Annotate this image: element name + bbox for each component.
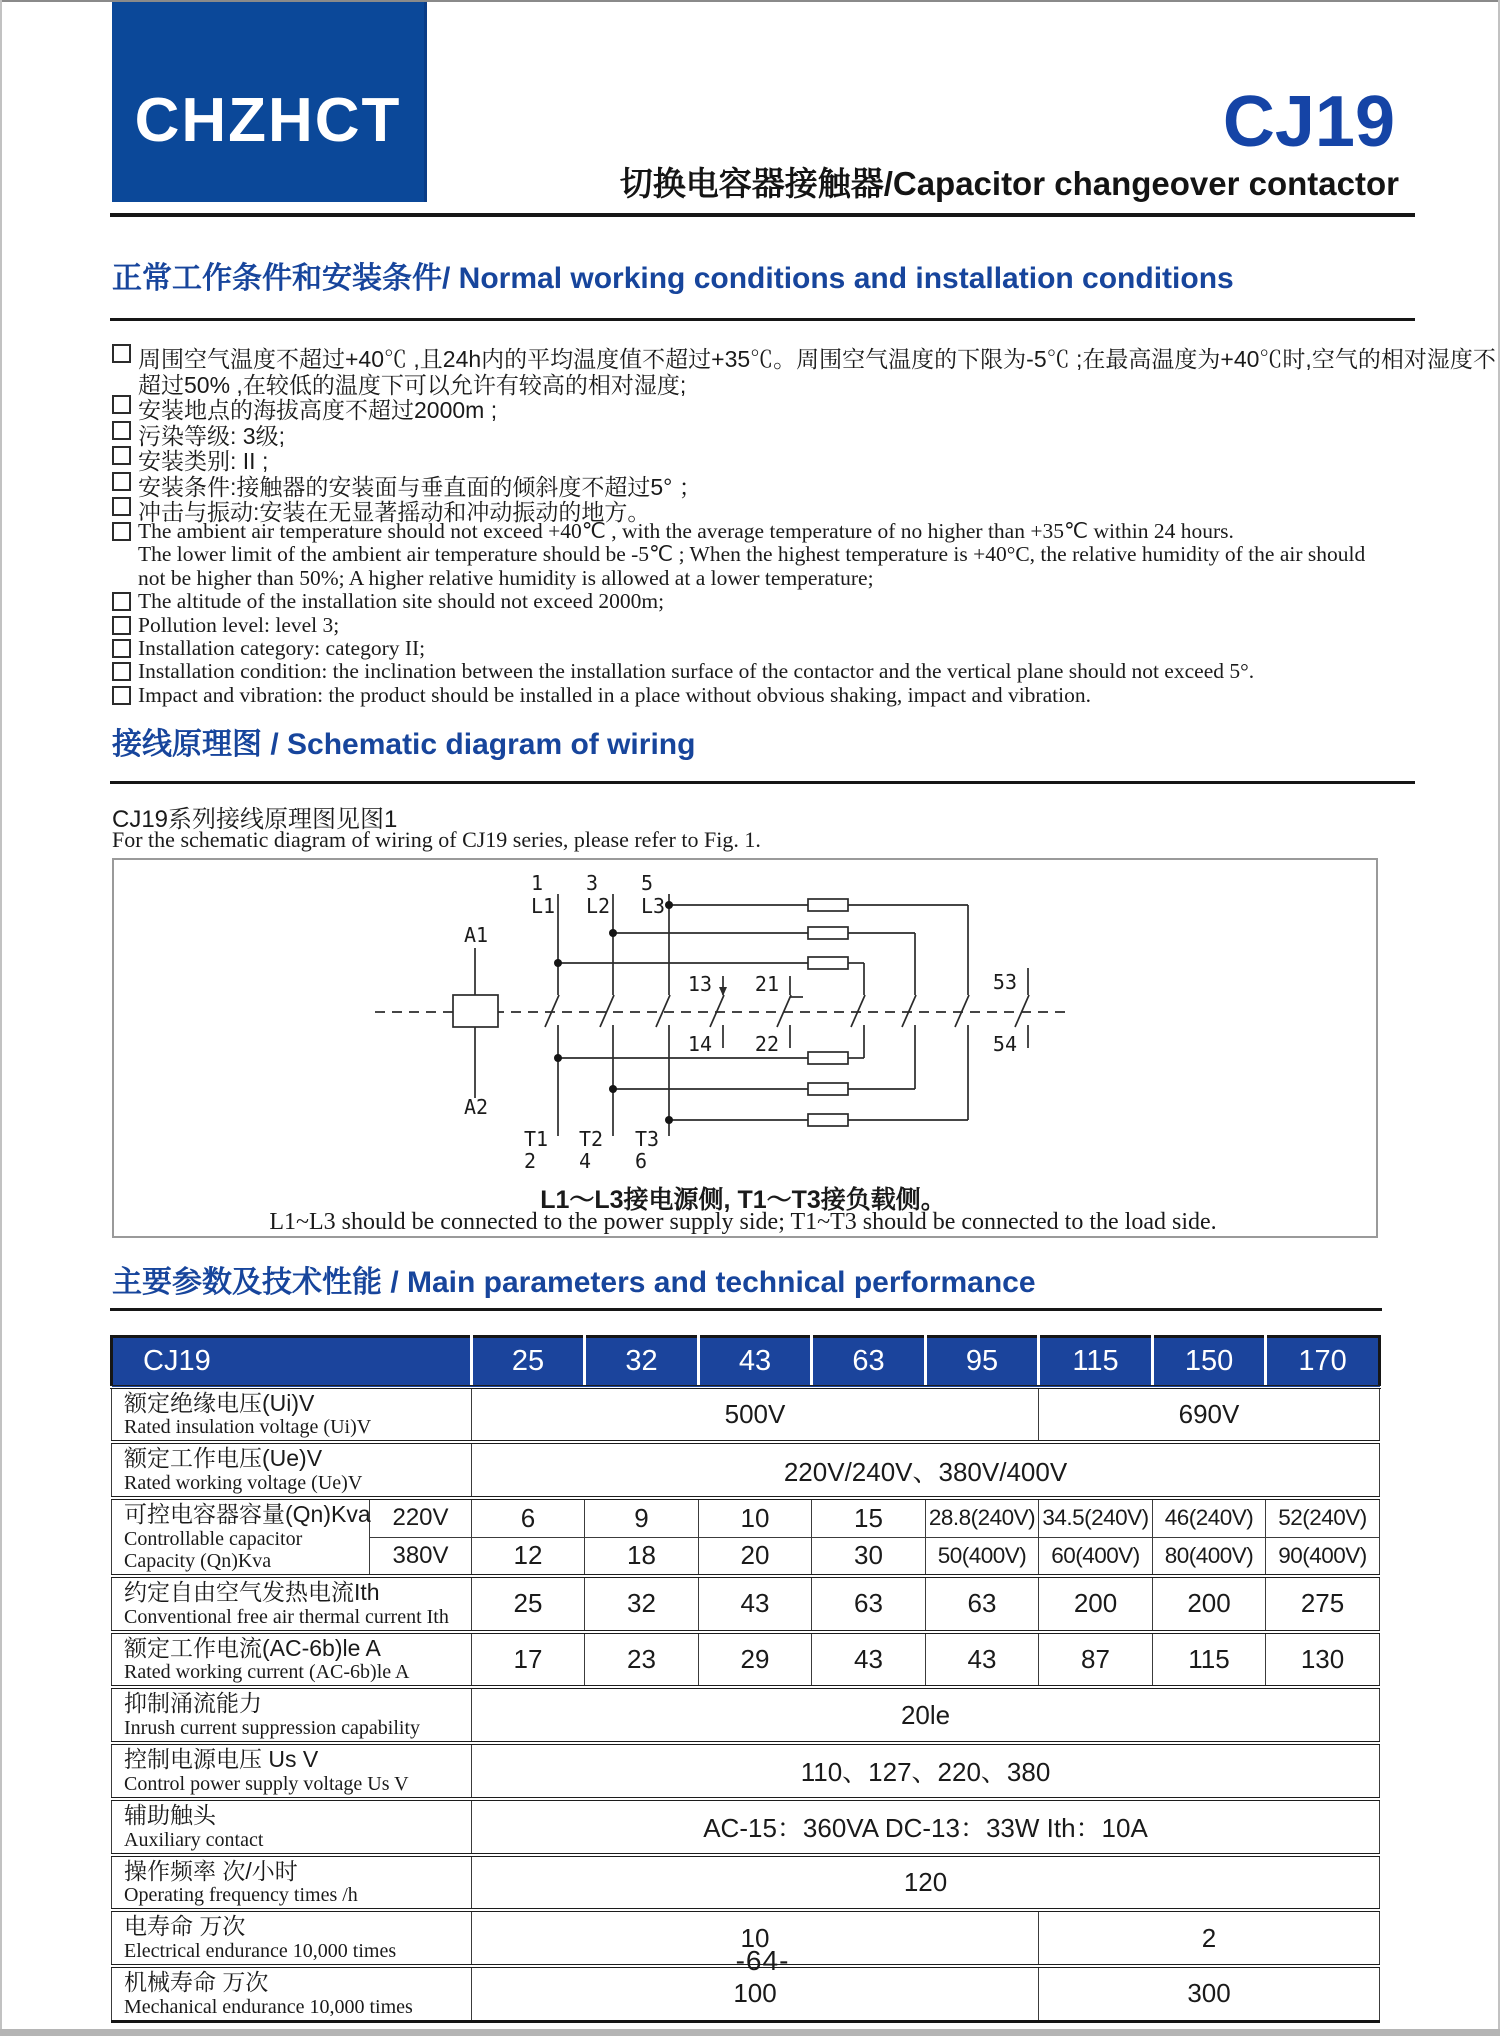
table-header-row bbox=[112, 1337, 1380, 1387]
aux-terminal-label: 13 bbox=[687, 972, 712, 996]
cell-value: 46(240V) bbox=[1153, 1498, 1266, 1537]
table-row bbox=[112, 1687, 1380, 1743]
column-header: 95 bbox=[926, 1337, 1039, 1387]
condition-item bbox=[112, 636, 1442, 659]
section-title-parameters: 主要参数及技术性能 / Main parameters and technical performance bbox=[112, 1266, 1036, 1299]
cell-value: 32 bbox=[585, 1576, 699, 1632]
checkbox-marker bbox=[112, 592, 131, 611]
cell-value: 28.8(240V) bbox=[926, 1498, 1039, 1537]
checkbox-marker bbox=[112, 686, 131, 705]
terminal-label: T1 bbox=[524, 1127, 549, 1151]
cell-value: 29 bbox=[699, 1632, 812, 1688]
terminal-label: T2 bbox=[579, 1127, 604, 1151]
cell-value: AC-15：360VA DC-13：33W Ith：10A bbox=[472, 1799, 1380, 1855]
checkbox-marker bbox=[112, 344, 131, 363]
cell-value: 60(400V) bbox=[1039, 1537, 1153, 1575]
aux-contact-53-54 bbox=[1015, 968, 1029, 1048]
figure-caption-cn: L1～L3接电源侧, T1～T3接负载侧。 bbox=[540, 1186, 946, 1214]
table-row bbox=[112, 1442, 1380, 1498]
section-title-wiring: 接线原理图 / Schematic diagram of wiring bbox=[112, 728, 696, 761]
condition-text: 污染等级: 3级; bbox=[138, 422, 285, 449]
cell-value: 50(400V) bbox=[926, 1537, 1039, 1575]
cell-value: 12 bbox=[472, 1537, 585, 1575]
conditions-list-cn bbox=[112, 341, 1496, 525]
cell-value: 110、127、220、380 bbox=[472, 1743, 1380, 1799]
condition-item bbox=[112, 542, 1442, 565]
cell-value: 43 bbox=[926, 1632, 1039, 1688]
row-label: 额定工作电流(AC-6b)le A Rated working current (AC-6b)le A bbox=[112, 1632, 472, 1688]
terminal-label: 1 bbox=[531, 871, 544, 895]
terminal-label: 4 bbox=[579, 1149, 592, 1173]
brand-logo-text: CHZHCT bbox=[134, 86, 402, 155]
checkbox-marker bbox=[112, 497, 131, 516]
condition-text: Installation condition: the inclination between the installation surface of the contactor and the vertical plane should not exceed 5°. bbox=[138, 659, 1255, 684]
table-row bbox=[112, 1632, 1380, 1688]
checkbox-marker bbox=[112, 639, 131, 658]
condition-item bbox=[112, 341, 1496, 372]
brand-logo bbox=[112, 2, 427, 202]
column-header: 43 bbox=[699, 1337, 812, 1387]
row-label: 约定自由空气发热电流Ith Conventional free air thermal current Ith bbox=[112, 1576, 472, 1632]
cell-value: 10 bbox=[472, 1910, 1039, 1966]
coil-terminal-label: A2 bbox=[464, 1095, 489, 1119]
condition-text: Installation category: category II; bbox=[138, 635, 426, 660]
checkbox-marker bbox=[112, 446, 131, 465]
cell-value: 200 bbox=[1153, 1576, 1266, 1632]
row-label: 额定工作电压(Ue)V Rated working voltage (Ue)V bbox=[112, 1442, 472, 1498]
condition-text: The lower limit of the ambient air temperature should be -5℃ ; When the highest temperature is +40°C, the relative humidity of the air should bbox=[138, 542, 1366, 567]
terminal-label: 5 bbox=[641, 871, 654, 895]
condition-text: 冲击与振动:安装在无显著摇动和冲动振动的地方。 bbox=[138, 499, 651, 525]
cell-value: 25 bbox=[472, 1576, 585, 1632]
column-header: 115 bbox=[1039, 1337, 1153, 1387]
cell-value: 87 bbox=[1039, 1632, 1153, 1688]
row-label: 额定绝缘电压(Ui)V Rated insulation voltage (Ui)V bbox=[112, 1387, 472, 1443]
aux-terminal-label: 22 bbox=[754, 1032, 779, 1056]
page-title: CJ19 bbox=[1222, 82, 1395, 162]
condition-item bbox=[112, 683, 1442, 706]
condition-text: 安装类别: II ; bbox=[138, 448, 269, 474]
column-header: 32 bbox=[585, 1337, 699, 1387]
column-header: 25 bbox=[472, 1337, 585, 1387]
figure-caption-en: L1~L3 should be connected to the power supply side; T1~T3 should be connected to the load side. bbox=[269, 1209, 1217, 1235]
table-row bbox=[112, 1498, 1380, 1537]
row-label: 电寿命 万次 Electrical endurance 10,000 times bbox=[112, 1910, 472, 1966]
terminal-label: L3 bbox=[641, 894, 666, 918]
row-label: 抑制涌流能力 Inrush current suppression capability bbox=[112, 1687, 472, 1743]
row-label: 机械寿命 万次 Mechanical endurance 10,000 times bbox=[112, 1966, 472, 2021]
cell-value: 52(240V) bbox=[1266, 1498, 1380, 1537]
terminal-label: L2 bbox=[586, 894, 611, 918]
cell-value: 10 bbox=[699, 1498, 812, 1537]
condition-item bbox=[112, 613, 1442, 636]
condition-text: 安装地点的海拔高度不超过2000m ; bbox=[138, 397, 498, 423]
page-bottom-bar bbox=[0, 2029, 1500, 2036]
section-divider bbox=[110, 318, 1415, 321]
condition-text: not be higher than 50%; A higher relative humidity is allowed at a lower temperature; bbox=[138, 565, 874, 590]
cell-value: 23 bbox=[585, 1632, 699, 1688]
cell-value: 2 bbox=[1039, 1910, 1380, 1966]
cell-value: 20le bbox=[472, 1687, 1380, 1743]
checkbox-marker bbox=[112, 472, 131, 491]
header-divider bbox=[110, 213, 1415, 217]
cell-value: 90(400V) bbox=[1266, 1537, 1380, 1575]
column-header: 170 bbox=[1266, 1337, 1380, 1387]
row-label: 操作频率 次/小时 Operating frequency times /h bbox=[112, 1855, 472, 1911]
column-header: 150 bbox=[1153, 1337, 1266, 1387]
row-label: 可控电容器容量(Qn)Kva Controllable capacitor Capacity (Qn)Kva bbox=[112, 1498, 370, 1576]
condition-item bbox=[112, 392, 1442, 423]
condition-item bbox=[112, 519, 1442, 542]
figure-note-en: For the schematic diagram of wiring of CJ19 series, please refer to Fig. 1. bbox=[112, 827, 761, 852]
sub-row-label: 220V bbox=[370, 1498, 472, 1537]
checkbox-marker bbox=[112, 421, 131, 440]
page-subtitle: 切换电容器接触器/Capacitor changeover contactor bbox=[619, 165, 1399, 202]
checkbox-marker bbox=[112, 395, 131, 414]
main-pole-L1 bbox=[545, 894, 559, 1136]
condition-text: 安装条件:接触器的安装面与垂直面的倾斜度不超过5° ； bbox=[138, 473, 702, 500]
checkbox-marker bbox=[112, 522, 131, 541]
cell-value: 63 bbox=[812, 1576, 926, 1632]
condition-item bbox=[112, 469, 1442, 500]
column-header: 63 bbox=[812, 1337, 926, 1387]
condition-text: Impact and vibration: the product should be installed in a place without obvious shaking, impact and vibration. bbox=[138, 682, 1091, 707]
condition-item bbox=[112, 566, 1442, 589]
table-row bbox=[112, 1743, 1380, 1799]
cell-value: 43 bbox=[699, 1576, 812, 1632]
condition-text: The ambient air temperature should not exceed +40℃ , with the average temperature of no higher than +35℃ within 24 hours. bbox=[138, 519, 1234, 543]
table-row bbox=[112, 1576, 1380, 1632]
column-header: CJ19 bbox=[112, 1337, 472, 1387]
figure-note-cn: CJ19系列接线原理图见图1 bbox=[112, 806, 398, 833]
section-divider bbox=[110, 781, 1415, 784]
page-number: -64- bbox=[735, 1945, 790, 1976]
cell-value: 130 bbox=[1266, 1632, 1380, 1688]
cell-value: 43 bbox=[812, 1632, 926, 1688]
condition-text: 超过50% ,在较低的温度下可以允许有较高的相对湿度; bbox=[138, 371, 687, 398]
terminal-label: T3 bbox=[635, 1127, 660, 1151]
condition-item bbox=[112, 659, 1442, 682]
cell-value: 80(400V) bbox=[1153, 1537, 1266, 1575]
checkbox-marker bbox=[112, 662, 131, 681]
cell-value: 120 bbox=[472, 1855, 1380, 1911]
cell-value: 9 bbox=[585, 1498, 699, 1537]
cell-value: 100 bbox=[472, 1966, 1039, 2021]
table-row bbox=[112, 1799, 1380, 1855]
condition-item bbox=[112, 443, 1442, 474]
branch-contacts bbox=[851, 995, 969, 1120]
condition-text: 周围空气温度不超过+40℃ ,且24h内的平均温度值不超过+35℃。周围空气温度的下限为-5℃ ;在最高温度为+40℃时,空气的相对湿度不 bbox=[138, 346, 1496, 372]
conditions-list-en bbox=[112, 519, 1442, 706]
cell-value: 500V bbox=[472, 1387, 1039, 1443]
aux-terminal-label: 54 bbox=[992, 1032, 1017, 1056]
section-divider bbox=[110, 1308, 1382, 1311]
table-row bbox=[112, 1855, 1380, 1911]
cell-value: 220V/240V、380V/400V bbox=[472, 1442, 1380, 1498]
table-row bbox=[112, 1387, 1380, 1443]
cell-value: 200 bbox=[1039, 1576, 1153, 1632]
aux-terminal-label: 21 bbox=[754, 972, 779, 996]
cell-value: 300 bbox=[1039, 1966, 1380, 2021]
lower-resistor-branches bbox=[558, 1052, 968, 1126]
cell-value: 18 bbox=[585, 1537, 699, 1575]
cell-value: 30 bbox=[812, 1537, 926, 1575]
sub-row-label: 380V bbox=[370, 1537, 472, 1575]
main-pole-L3 bbox=[656, 894, 670, 1136]
page-left-border bbox=[0, 0, 2, 2036]
row-label: 控制电源电压 Us V Control power supply voltage Us V bbox=[112, 1743, 472, 1799]
coil-symbol bbox=[453, 995, 498, 1027]
terminal-label: 3 bbox=[586, 871, 599, 895]
terminal-label: 6 bbox=[635, 1149, 648, 1173]
section-title-conditions: 正常工作条件和安装条件/ Normal working conditions and installation conditions bbox=[112, 262, 1234, 295]
cell-value: 690V bbox=[1039, 1387, 1380, 1443]
checkbox-marker bbox=[112, 616, 131, 635]
terminal-label: L1 bbox=[531, 894, 556, 918]
terminal-label: 2 bbox=[524, 1149, 537, 1173]
aux-terminal-label: 14 bbox=[687, 1032, 712, 1056]
cell-value: 63 bbox=[926, 1576, 1039, 1632]
condition-text: Pollution level: level 3; bbox=[138, 612, 340, 637]
cell-value: 6 bbox=[472, 1498, 585, 1537]
condition-item bbox=[112, 589, 1442, 612]
condition-text: The altitude of the installation site should not exceed 2000m; bbox=[138, 589, 665, 614]
cell-value: 20 bbox=[699, 1537, 812, 1575]
cell-value: 115 bbox=[1153, 1632, 1266, 1688]
cell-value: 34.5(240V) bbox=[1039, 1498, 1153, 1537]
condition-item bbox=[112, 494, 1442, 525]
parameters-table bbox=[110, 1335, 1381, 2023]
cell-value: 275 bbox=[1266, 1576, 1380, 1632]
coil-terminal-label: A1 bbox=[464, 923, 489, 947]
aux-terminal-label: 53 bbox=[992, 970, 1017, 994]
cell-value: 15 bbox=[812, 1498, 926, 1537]
row-label: 辅助触头 Auxiliary contact bbox=[112, 1799, 472, 1855]
cell-value: 17 bbox=[472, 1632, 585, 1688]
